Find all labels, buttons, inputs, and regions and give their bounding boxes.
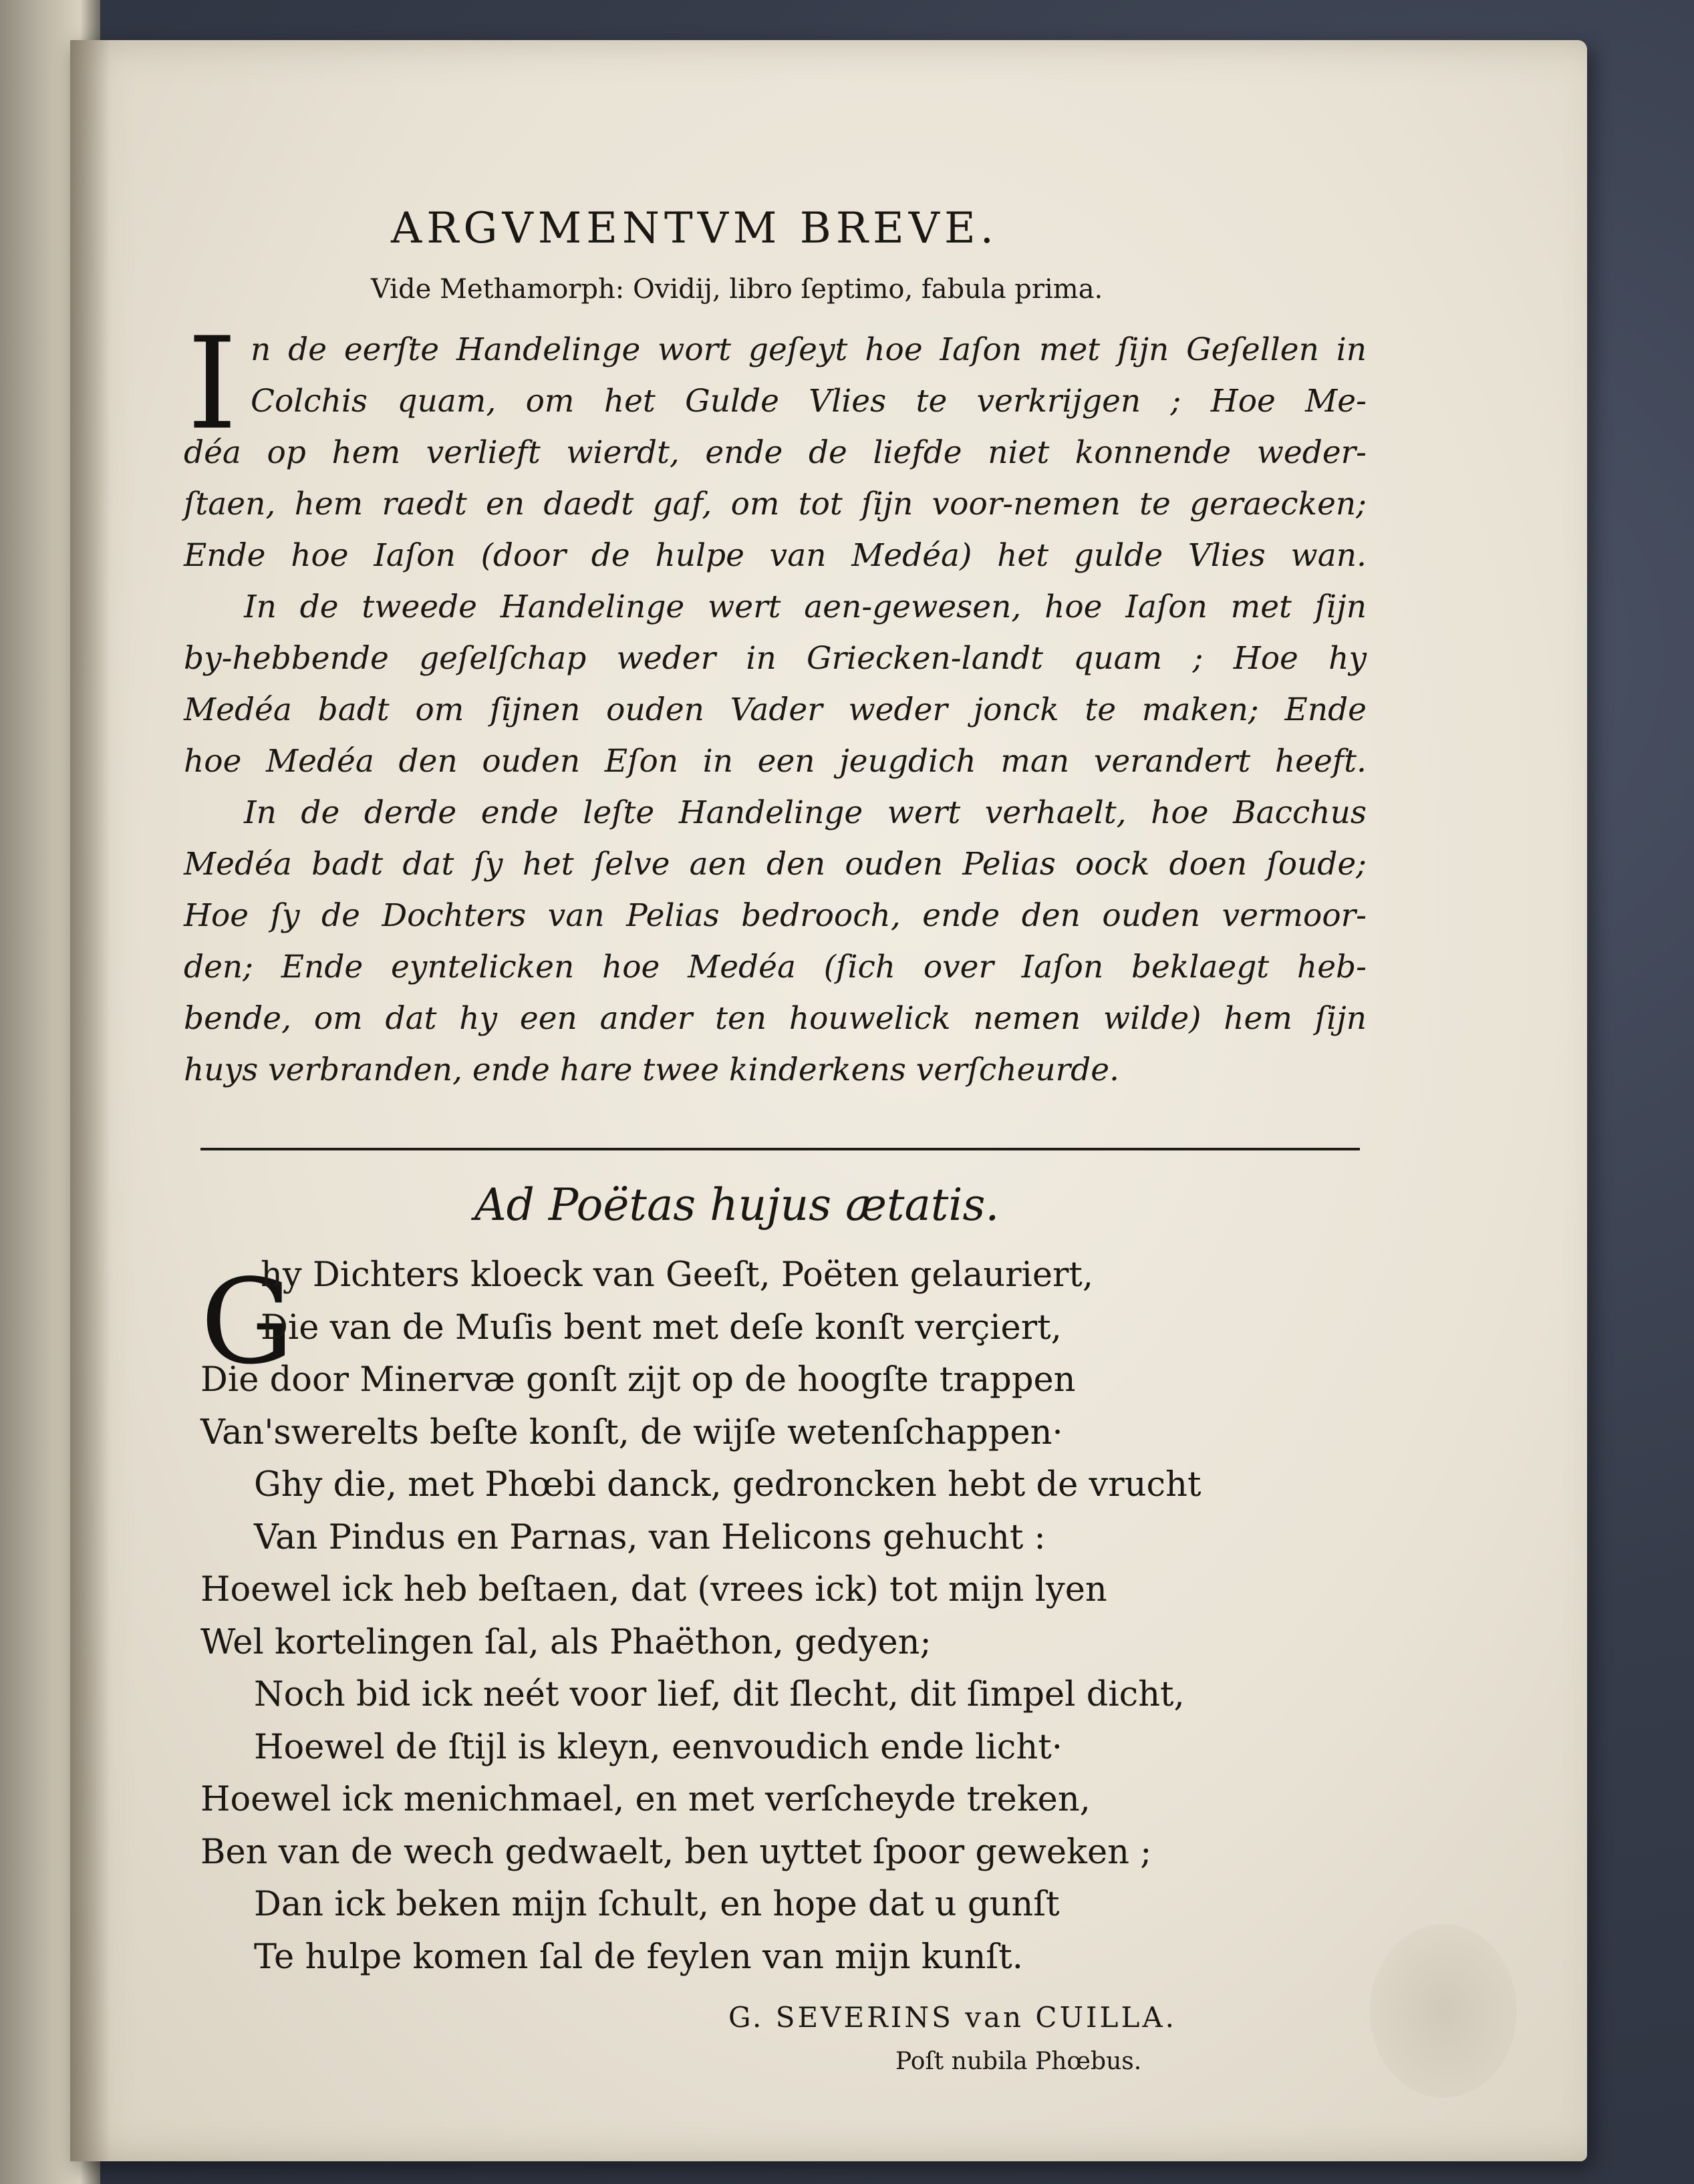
argument-line: In de derde ende leſte Handelinge wert verhaelt, hoe Bacchus: [244, 794, 1367, 831]
argument-line: by-hebbende geſelſchap weder in Griecken-landt quam ; Hoe hy: [184, 640, 1367, 677]
argument-line: Medéa badt dat ſy het ſelve aen den ouden Pelias oock doen ſoude;: [184, 846, 1367, 883]
argument-line: huys verbranden, ende hare twee kinderkens verſcheurde.: [184, 1052, 1119, 1088]
poem-line: Wel kortelingen ſal, als Phaëthon, gedyen;: [200, 1622, 932, 1662]
argument-line: den; Ende eyntelicken hoe Medéa (ſich over Iaſon beklaegt heb-: [184, 949, 1367, 985]
argument-line: hoe Medéa den ouden Eſon in een jeugdich man verandert heeft.: [184, 743, 1367, 780]
argument-line: bende, om dat hy een ander ten houwelick nemen wilde) hem ſijn: [184, 1000, 1367, 1037]
poem-line: Die door Minervæ gonſt zijt op de hoogſte trappen: [200, 1360, 1076, 1400]
poem-title: Ad Poëtas hujus ætatis.: [474, 1179, 1000, 1231]
poem-line: Hoewel ick menichmael, en met verſcheyde treken,: [200, 1780, 1091, 1819]
poem-line: Die van de Muſis bent met deſe konſt verçiert,: [261, 1307, 1062, 1348]
argument-line: Medéa badt om ſijnen ouden Vader weder jonck te maken; Ende: [184, 691, 1367, 728]
poem-line: Hoewel de ſtijl is kleyn, eenvoudich ende licht·: [254, 1727, 1063, 1767]
argument-line: In de tweede Handelinge wert aen-gewesen, hoe Iaſon met ſijn: [244, 589, 1367, 625]
poem-signature: G. SEVERINS van CUILLA.: [728, 2001, 1177, 2034]
poem-motto: Poſt nubila Phœbus.: [895, 2048, 1142, 2075]
argument-line: n de eerſte Handelinge wort geſeyt hoe Iaſon met ſijn Geſellen in: [251, 331, 1367, 368]
gutter-shadow: [70, 40, 110, 2161]
poem-line: Te hulpe komen ſal de feylen van mijn kunſt.: [254, 1937, 1023, 1977]
poem-text: [200, 1249, 1403, 1984]
poem-dropcap: G: [200, 1255, 294, 1390]
argument-line: Colchis quam, om het Gulde Vlies te verkrijgen ; Hoe Me-: [251, 383, 1367, 420]
argument-line: déa op hem verlieft wierdt, ende de liefde niet konnende weder-: [184, 434, 1367, 471]
argument-line: Ende hoe Iaſon (door de hulpe van Medéa) het gulde Vlies wan.: [184, 537, 1367, 574]
poem-line: Van'swerelts beſte konſt, de wijſe wetenſchappen·: [200, 1412, 1063, 1452]
poem-line: Ben van de wech gedwaelt, ben uyttet ſpoor geweken ;: [200, 1832, 1152, 1872]
argument-line: Hoe ſy de Dochters van Pelias bedrooch, ende den ouden vermoor-: [184, 897, 1367, 934]
argument-text: [184, 310, 1367, 1096]
argument-title: ARGVMENTVM BREVE.: [391, 204, 998, 253]
poem-line: hy Dichters kloeck van Geeſt, Poëten gelauriert,: [261, 1255, 1094, 1295]
poem-line: Hoewel ick heb beſtaen, dat (vrees ick) tot mijn lyen: [200, 1570, 1107, 1609]
argument-line: ſtaen, hem raedt en daedt gaf, om tot ſijn voor-nemen te geraecken;: [184, 486, 1367, 522]
argument-subtitle: Vide Methamorph: Ovidij, libro ſeptimo, fabula prima.: [371, 274, 1103, 305]
poem-line: Noch bid ick neét voor lief, dit ſlecht, dit ſimpel dicht,: [254, 1675, 1185, 1714]
poem-line: Dan ick beken mijn ſchult, en hope dat u gunſt: [254, 1885, 1060, 1924]
argument-dropcap: I: [187, 310, 238, 458]
section-divider: [200, 1148, 1360, 1150]
poem-line: Ghy die, met Phœbi danck, gedroncken hebt de vrucht: [254, 1465, 1202, 1505]
poem-line: Van Pindus en Parnas, van Helicons gehucht :: [254, 1517, 1046, 1557]
